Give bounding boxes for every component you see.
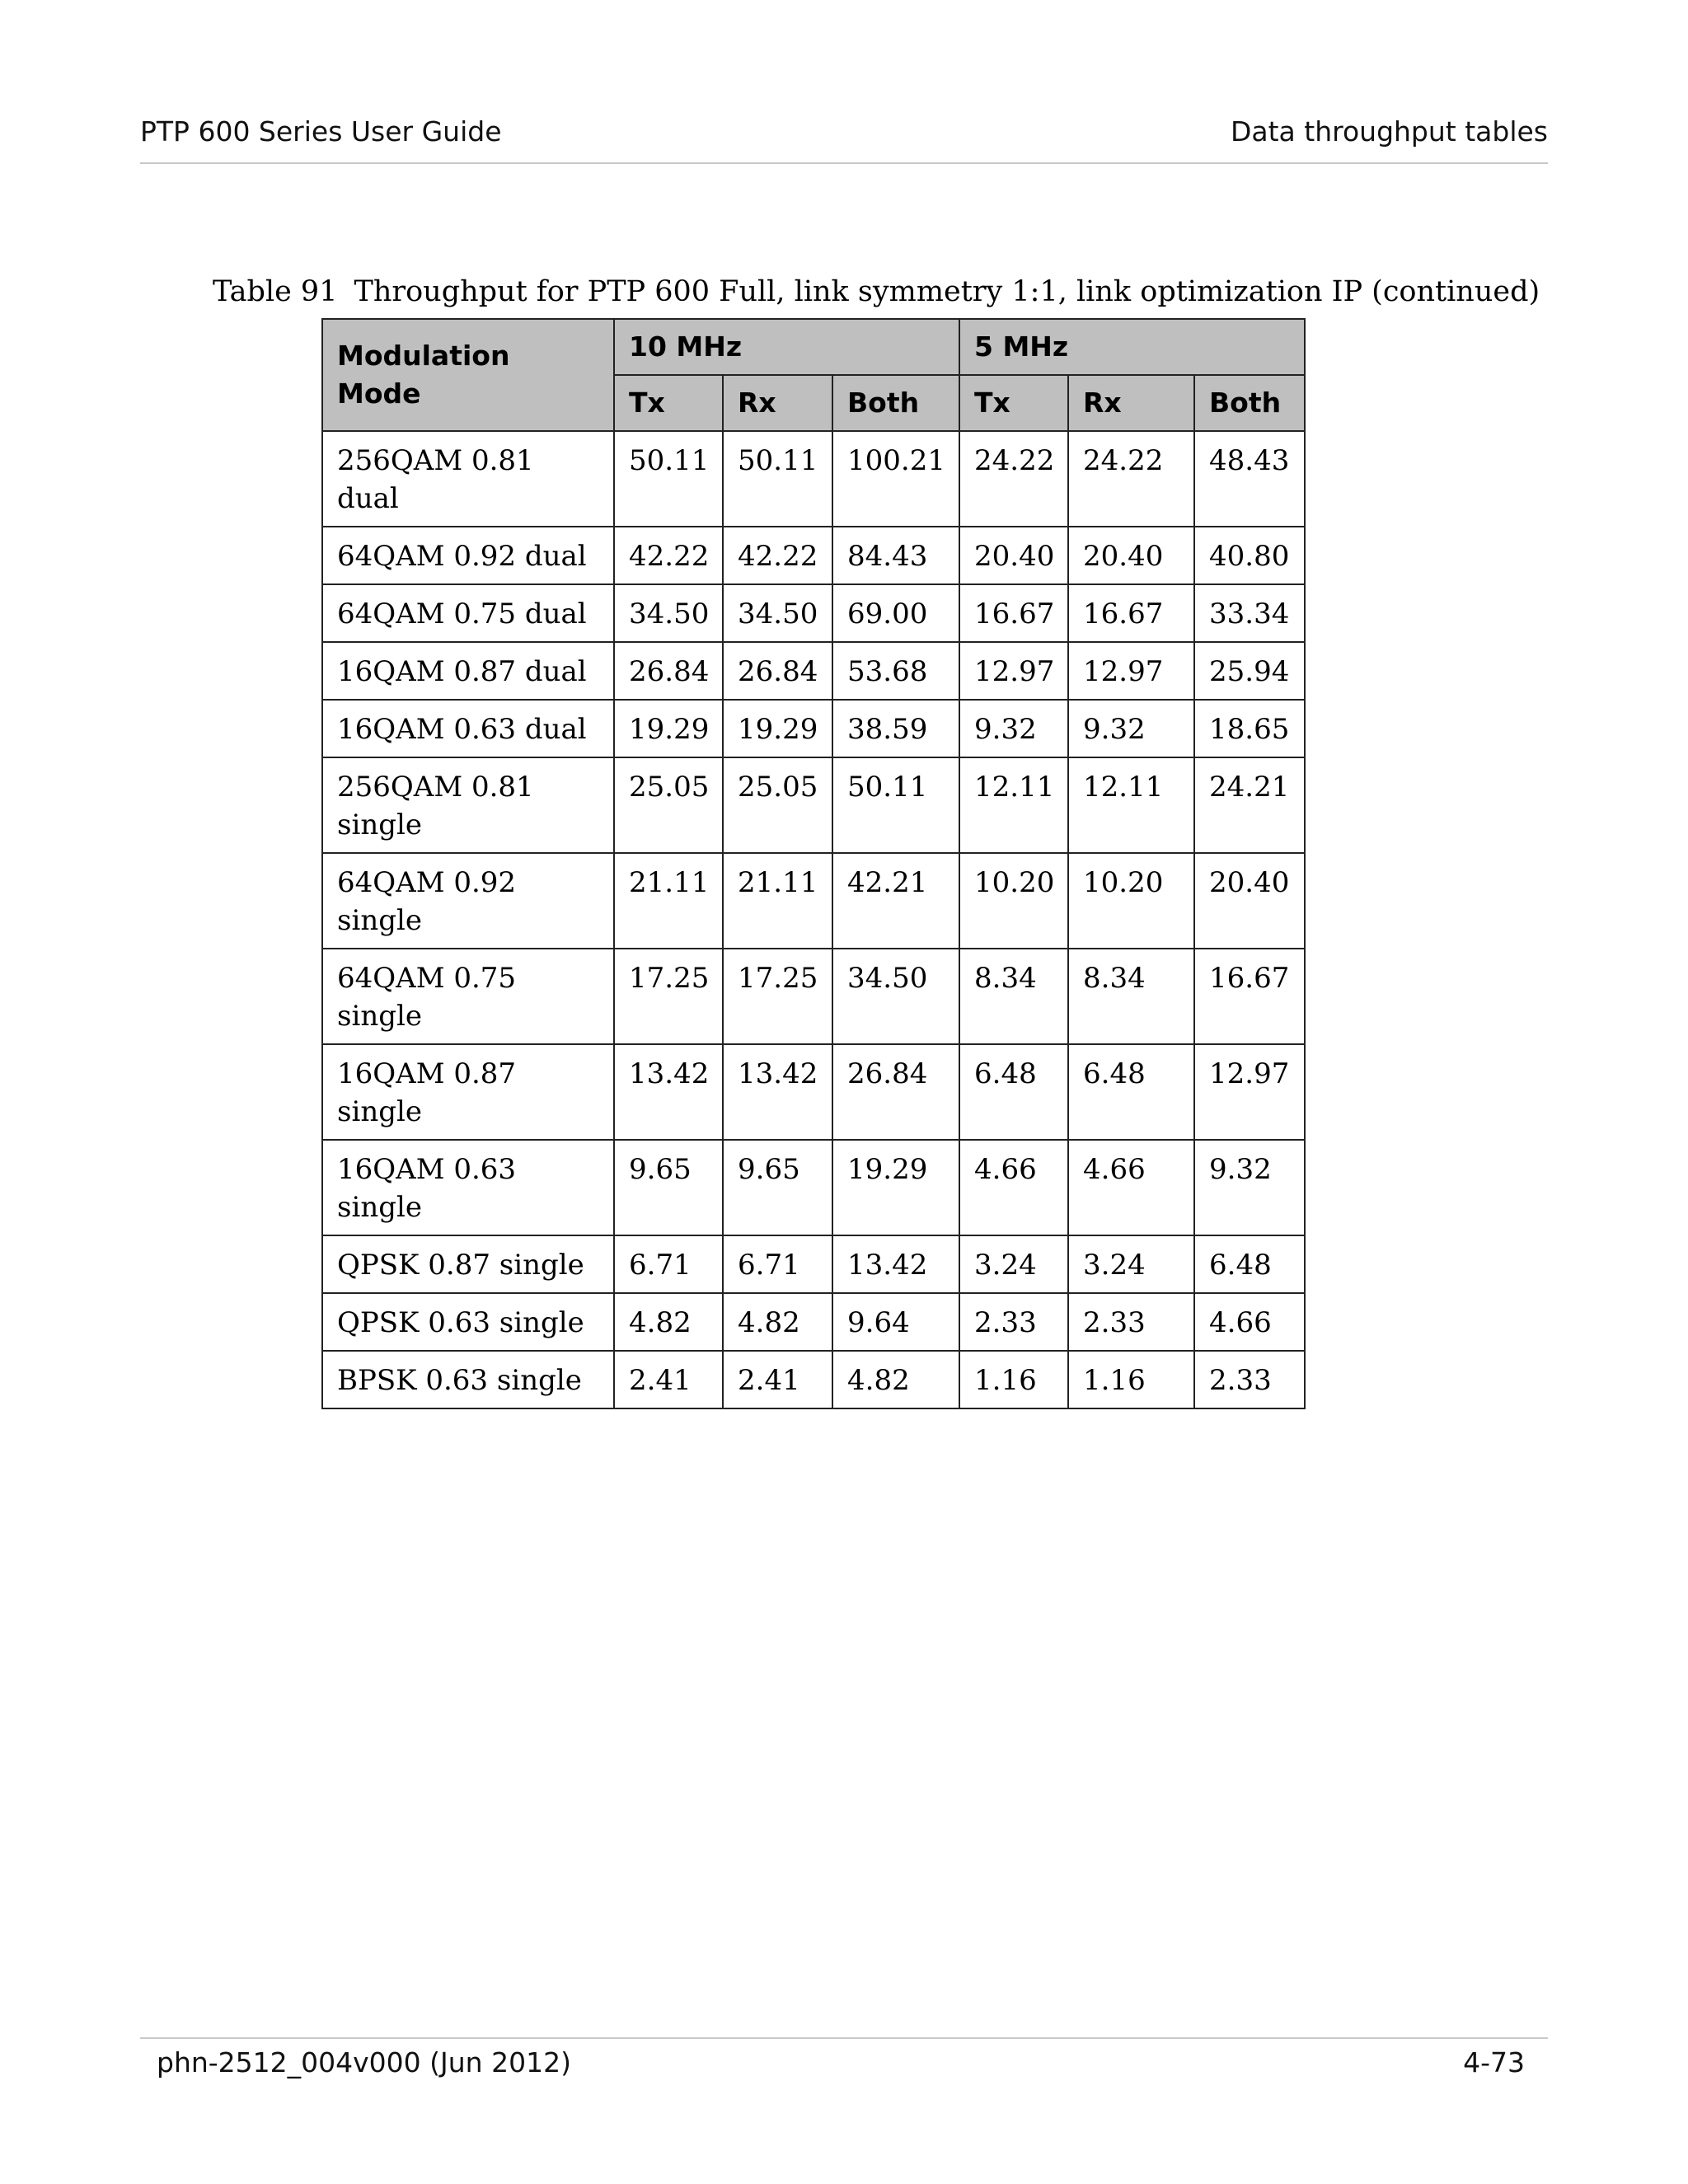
- cell-5mhz-rx: 8.34: [1068, 949, 1194, 1044]
- cell-5mhz-rx: 1.16: [1068, 1351, 1194, 1408]
- cell-10mhz-tx: 4.82: [614, 1293, 723, 1351]
- cell-5mhz-tx: 16.67: [959, 584, 1068, 642]
- table-row: [322, 757, 1305, 853]
- cell-modulation-mode: QPSK 0.63 single: [322, 1293, 614, 1351]
- cell-10mhz-rx: 17.25: [723, 949, 832, 1044]
- cell-10mhz-tx: 19.29: [614, 700, 723, 757]
- cell-10mhz-rx: 13.42: [723, 1044, 832, 1140]
- cell-5mhz-rx: 10.20: [1068, 853, 1194, 949]
- cell-10mhz-tx: 50.11: [614, 431, 723, 527]
- cell-10mhz-both: 50.11: [832, 757, 959, 853]
- cell-10mhz-tx: 26.84: [614, 642, 723, 700]
- cell-5mhz-both: 25.94: [1194, 642, 1305, 700]
- cell-5mhz-tx: 12.97: [959, 642, 1068, 700]
- throughput-table: [321, 318, 1306, 1409]
- cell-10mhz-rx: 9.65: [723, 1140, 832, 1235]
- cell-5mhz-tx: 24.22: [959, 431, 1068, 527]
- cell-modulation-mode: 256QAM 0.81 dual: [322, 431, 614, 527]
- cell-modulation-mode: 256QAM 0.81 single: [322, 757, 614, 853]
- cell-modulation-mode: 16QAM 0.87 single: [322, 1044, 614, 1140]
- table-row: [322, 642, 1305, 700]
- cell-10mhz-tx: 42.22: [614, 527, 723, 584]
- cell-10mhz-tx: 34.50: [614, 584, 723, 642]
- table-row: [322, 431, 1305, 527]
- subheader-10mhz-rx: Rx: [723, 375, 832, 431]
- cell-5mhz-tx: 12.11: [959, 757, 1068, 853]
- cell-modulation-mode: 16QAM 0.63 single: [322, 1140, 614, 1235]
- cell-10mhz-tx: 17.25: [614, 949, 723, 1044]
- cell-10mhz-both: 100.21: [832, 431, 959, 527]
- table-row: [322, 1140, 1305, 1235]
- cell-5mhz-rx: 4.66: [1068, 1140, 1194, 1235]
- cell-10mhz-tx: 9.65: [614, 1140, 723, 1235]
- cell-5mhz-tx: 2.33: [959, 1293, 1068, 1351]
- cell-10mhz-both: 38.59: [832, 700, 959, 757]
- cell-5mhz-tx: 1.16: [959, 1351, 1068, 1408]
- header-rule: [140, 162, 1548, 164]
- cell-5mhz-rx: 2.33: [1068, 1293, 1194, 1351]
- table-row: [322, 527, 1305, 584]
- cell-5mhz-tx: 10.20: [959, 853, 1068, 949]
- cell-5mhz-tx: 4.66: [959, 1140, 1068, 1235]
- cell-5mhz-rx: 6.48: [1068, 1044, 1194, 1140]
- cell-5mhz-rx: 12.97: [1068, 642, 1194, 700]
- table-row: [322, 853, 1305, 949]
- cell-10mhz-tx: 13.42: [614, 1044, 723, 1140]
- table-row: [322, 700, 1305, 757]
- footer-document-id: phn-2512_004v000 (Jun 2012): [157, 2046, 571, 2079]
- cell-10mhz-tx: 2.41: [614, 1351, 723, 1408]
- cell-10mhz-rx: 34.50: [723, 584, 832, 642]
- cell-10mhz-both: 26.84: [832, 1044, 959, 1140]
- cell-5mhz-both: 9.32: [1194, 1140, 1305, 1235]
- cell-5mhz-tx: 8.34: [959, 949, 1068, 1044]
- cell-5mhz-rx: 20.40: [1068, 527, 1194, 584]
- cell-5mhz-both: 33.34: [1194, 584, 1305, 642]
- cell-modulation-mode: 64QAM 0.75 single: [322, 949, 614, 1044]
- table-row: [322, 1235, 1305, 1293]
- cell-10mhz-both: 53.68: [832, 642, 959, 700]
- table-row: [322, 1351, 1305, 1408]
- cell-modulation-mode: 64QAM 0.92 dual: [322, 527, 614, 584]
- cell-10mhz-both: 13.42: [832, 1235, 959, 1293]
- group-header-10mhz: 10 MHz: [614, 319, 959, 375]
- cell-5mhz-both: 16.67: [1194, 949, 1305, 1044]
- cell-10mhz-both: 9.64: [832, 1293, 959, 1351]
- cell-5mhz-both: 2.33: [1194, 1351, 1305, 1408]
- cell-10mhz-both: 42.21: [832, 853, 959, 949]
- cell-10mhz-rx: 25.05: [723, 757, 832, 853]
- subheader-5mhz-rx: Rx: [1068, 375, 1194, 431]
- subheader-5mhz-both: Both: [1194, 375, 1305, 431]
- table-row: [322, 1044, 1305, 1140]
- cell-modulation-mode: 16QAM 0.63 dual: [322, 700, 614, 757]
- cell-10mhz-rx: 4.82: [723, 1293, 832, 1351]
- cell-10mhz-tx: 25.05: [614, 757, 723, 853]
- cell-10mhz-rx: 42.22: [723, 527, 832, 584]
- cell-5mhz-both: 20.40: [1194, 853, 1305, 949]
- cell-10mhz-rx: 2.41: [723, 1351, 832, 1408]
- cell-5mhz-both: 6.48: [1194, 1235, 1305, 1293]
- cell-10mhz-both: 19.29: [832, 1140, 959, 1235]
- modulation-mode-header: Modulation Mode: [322, 319, 614, 431]
- cell-5mhz-rx: 24.22: [1068, 431, 1194, 527]
- cell-modulation-mode: 64QAM 0.92 single: [322, 853, 614, 949]
- cell-10mhz-rx: 19.29: [723, 700, 832, 757]
- table-caption: [213, 275, 1540, 308]
- cell-5mhz-both: 12.97: [1194, 1044, 1305, 1140]
- page-header: [140, 115, 1548, 148]
- cell-10mhz-both: 69.00: [832, 584, 959, 642]
- cell-5mhz-rx: 12.11: [1068, 757, 1194, 853]
- table-row: [322, 1293, 1305, 1351]
- table-caption-text: Throughput for PTP 600 Full, link symmetry 1:1, link optimization IP (continued): [354, 275, 1540, 308]
- table-row: [322, 949, 1305, 1044]
- cell-10mhz-tx: 21.11: [614, 853, 723, 949]
- group-header-5mhz: 5 MHz: [959, 319, 1305, 375]
- page-footer: [157, 2046, 1525, 2079]
- cell-5mhz-both: 48.43: [1194, 431, 1305, 527]
- cell-10mhz-both: 84.43: [832, 527, 959, 584]
- cell-10mhz-rx: 21.11: [723, 853, 832, 949]
- subheader-5mhz-tx: Tx: [959, 375, 1068, 431]
- cell-5mhz-both: 4.66: [1194, 1293, 1305, 1351]
- table-caption-number: Table 91: [213, 275, 338, 308]
- cell-5mhz-tx: 20.40: [959, 527, 1068, 584]
- subheader-10mhz-tx: Tx: [614, 375, 723, 431]
- cell-10mhz-tx: 6.71: [614, 1235, 723, 1293]
- cell-5mhz-tx: 6.48: [959, 1044, 1068, 1140]
- cell-10mhz-rx: 50.11: [723, 431, 832, 527]
- cell-modulation-mode: 64QAM 0.75 dual: [322, 584, 614, 642]
- cell-10mhz-both: 4.82: [832, 1351, 959, 1408]
- cell-5mhz-rx: 16.67: [1068, 584, 1194, 642]
- cell-5mhz-tx: 3.24: [959, 1235, 1068, 1293]
- cell-10mhz-both: 34.50: [832, 949, 959, 1044]
- cell-5mhz-rx: 9.32: [1068, 700, 1194, 757]
- header-document-title: PTP 600 Series User Guide: [140, 115, 502, 148]
- cell-modulation-mode: 16QAM 0.87 dual: [322, 642, 614, 700]
- table-header-row: [322, 319, 1305, 375]
- footer-page-number: 4-73: [1463, 2046, 1525, 2079]
- table-row: [322, 584, 1305, 642]
- footer-rule: [140, 2037, 1548, 2039]
- cell-5mhz-tx: 9.32: [959, 700, 1068, 757]
- subheader-10mhz-both: Both: [832, 375, 959, 431]
- cell-5mhz-both: 40.80: [1194, 527, 1305, 584]
- cell-modulation-mode: BPSK 0.63 single: [322, 1351, 614, 1408]
- cell-5mhz-rx: 3.24: [1068, 1235, 1194, 1293]
- cell-10mhz-rx: 6.71: [723, 1235, 832, 1293]
- cell-10mhz-rx: 26.84: [723, 642, 832, 700]
- cell-5mhz-both: 24.21: [1194, 757, 1305, 853]
- cell-5mhz-both: 18.65: [1194, 700, 1305, 757]
- cell-modulation-mode: QPSK 0.87 single: [322, 1235, 614, 1293]
- header-section-title: Data throughput tables: [1230, 115, 1548, 148]
